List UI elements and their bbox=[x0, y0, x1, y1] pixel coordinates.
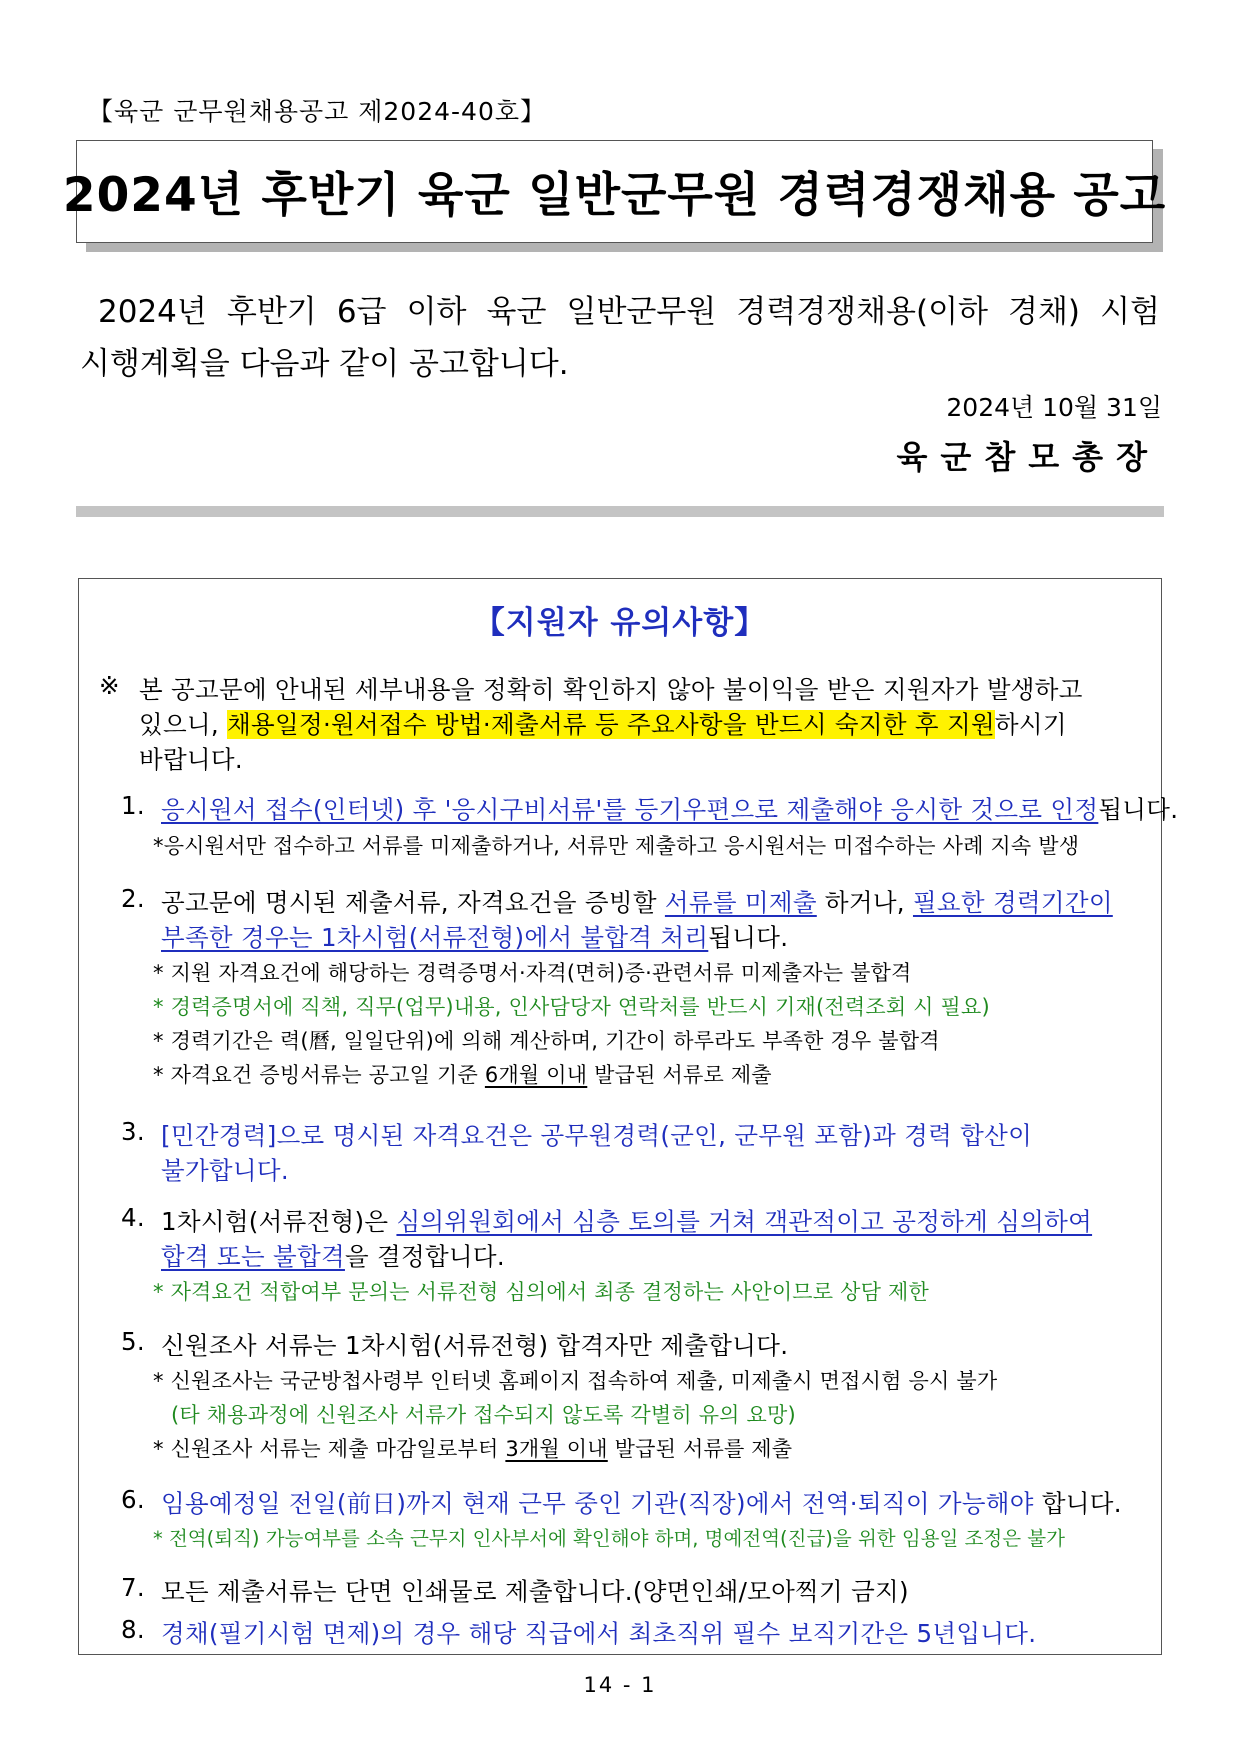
item-5-line: 신원조사 서류는 1차시험(서류전형) 합격자만 제출합니다. bbox=[161, 1331, 789, 1360]
item-3-line-1: [민간경력]으로 명시된 자격요건은 공무원경력(군인, 군무원 포함)과 경력 합산이 bbox=[161, 1121, 1033, 1150]
notice-date: 2024년 10월 31일 bbox=[946, 393, 1162, 422]
item-2-link-1[interactable]: 서류를 미제출 bbox=[664, 888, 817, 917]
note-underline: 3개월 이내 bbox=[505, 1437, 608, 1461]
item-2-note-4 bbox=[153, 1059, 772, 1089]
note-underline: 6개월 이내 bbox=[484, 1063, 588, 1087]
intro-line-2: 시행계획을 다음과 같이 공고합니다. bbox=[80, 346, 569, 382]
item-4-line-2 bbox=[161, 1238, 505, 1273]
item-number: 7. bbox=[121, 1573, 145, 1602]
item-2-link-3[interactable]: 부족한 경우는 1차시험(서류전형)에서 불합격 처리 bbox=[161, 923, 709, 952]
item-5-note-1: * 신원조사는 국군방첩사령부 인터넷 홈페이지 접속하여 제출, 미제출시 면접시험 응시 불가 bbox=[153, 1369, 998, 1393]
warning-line-1: 본 공고문에 안내된 세부내용을 정확히 확인하지 않아 불이익을 받은 지원자가 발생하고 bbox=[139, 675, 1083, 704]
item-1-line bbox=[161, 791, 1178, 826]
issuer: 육군참모총장 bbox=[896, 438, 1160, 476]
item-6-blue-text: 임용예정일 전일(前日)까지 현재 근무 중인 기관(직장)에서 전역·퇴직이 가능해야 bbox=[161, 1489, 1034, 1518]
item-2-line-1 bbox=[161, 884, 1113, 919]
divider bbox=[76, 506, 1164, 517]
item-number: 8. bbox=[121, 1615, 145, 1644]
item-1-link[interactable]: 응시원서 접수(인터넷) 후 '응시구비서류'를 등기우편으로 제출해야 응시한 것으로 인정 bbox=[161, 795, 1099, 824]
item-5-note-1b: (타 채용과정에 신원조사 서류가 접수되지 않도록 각별히 유의 요망) bbox=[171, 1403, 796, 1427]
item-number: 6. bbox=[121, 1485, 145, 1514]
item-number: 3. bbox=[121, 1117, 145, 1146]
item-6-note: * 전역(퇴직) 가능여부를 소속 근무지 인사부서에 확인해야 하며, 명예전역(진급)을 위한 임용일 조정은 불가 bbox=[153, 1527, 1065, 1550]
item-2-text: 하거나, bbox=[816, 888, 913, 917]
intro-line-1: 2024년 후반기 6급 이하 육군 일반군무원 경력경쟁채용(이하 경채) 시험 bbox=[98, 294, 1160, 330]
item-4-link-1[interactable]: 심의위원회에서 심층 토의를 거쳐 객관적이고 공정하게 심의하여 bbox=[396, 1207, 1093, 1236]
item-2-line-2 bbox=[161, 919, 788, 954]
item-8-line: 경채(필기시험 면제)의 경우 해당 직급에서 최초직위 필수 보직기간은 5년입니다. bbox=[161, 1619, 1037, 1648]
note-text: 발급된 서류로 제출 bbox=[587, 1063, 772, 1087]
item-1-rest: 됩니다. bbox=[1098, 795, 1179, 824]
warning-line-3: 바랍니다. bbox=[139, 745, 243, 774]
item-number: 2. bbox=[121, 884, 145, 913]
item-7-line: 모든 제출서류는 단면 인쇄물로 제출합니다.(양면인쇄/모아찍기 금지) bbox=[161, 1577, 909, 1606]
item-4-text: 1차시험(서류전형)은 bbox=[161, 1207, 397, 1236]
item-2-text: 됩니다. bbox=[708, 923, 789, 952]
item-number: 4. bbox=[121, 1203, 145, 1232]
item-6-rest: 합니다. bbox=[1033, 1489, 1122, 1518]
highlight-text: 채용일정·원서접수 방법·제출서류 등 주요사항을 반드시 숙지한 후 지원 bbox=[227, 710, 995, 739]
item-6-line bbox=[161, 1485, 1122, 1520]
notice-number: 【육군 군무원채용공고 제2024-40호】 bbox=[88, 97, 547, 126]
note-text: * 자격요건 증빙서류는 공고일 기준 bbox=[153, 1063, 485, 1087]
item-2-link-2[interactable]: 필요한 경력기간이 bbox=[912, 888, 1113, 917]
warning-line-2 bbox=[139, 706, 1067, 741]
note-text: 발급된 서류를 제출 bbox=[607, 1437, 793, 1461]
item-2-note-2: * 경력증명서에 직책, 직무(업무)내용, 인사담당자 연락처를 반드시 기재(전력조회 시 필요) bbox=[153, 995, 990, 1019]
item-2-note-3: * 경력기간은 력(曆, 일일단위)에 의해 계산하며, 기간이 하루라도 부족한 경우 불합격 bbox=[153, 1029, 940, 1053]
item-5-note-2 bbox=[153, 1433, 792, 1463]
item-4-note: * 자격요건 적합여부 문의는 서류전형 심의에서 최종 결정하는 사안이므로 상담 제한 bbox=[153, 1280, 929, 1304]
title-box bbox=[62, 140, 1167, 243]
notes-title: 【지원자 유의사항】 bbox=[473, 605, 767, 641]
notes-box bbox=[78, 578, 1179, 1655]
item-1-note: *응시원서만 접수하고 서류를 미제출하거나, 서류만 제출하고 응시원서는 미접수하는 사례 지속 발생 bbox=[153, 834, 1080, 858]
page-title: 2024년 후반기 육군 일반군무원 경력경쟁채용 공고 bbox=[62, 168, 1167, 223]
item-number: 5. bbox=[121, 1327, 145, 1356]
warning-text: 하시기 bbox=[994, 710, 1067, 739]
note-text: * 신원조사 서류는 제출 마감일로부터 bbox=[153, 1437, 506, 1461]
item-number: 1. bbox=[121, 791, 145, 820]
page-number: 14 - 1 bbox=[583, 1673, 657, 1697]
item-2-text: 공고문에 명시된 제출서류, 자격요건을 증빙할 bbox=[161, 888, 665, 917]
item-2-note-1: * 지원 자격요건에 해당하는 경력증명서·자격(면허)증·관련서류 미제출자는 불합격 bbox=[153, 961, 912, 985]
item-4-text: 을 결정합니다. bbox=[344, 1242, 505, 1271]
item-3-line-2: 불가합니다. bbox=[161, 1156, 289, 1185]
intro-paragraph bbox=[80, 286, 1160, 390]
item-4-link-2[interactable]: 합격 또는 불합격 bbox=[161, 1242, 345, 1271]
warning-mark: ※ bbox=[99, 671, 120, 700]
warning-text: 있으니, bbox=[139, 710, 228, 739]
item-4-line-1 bbox=[161, 1203, 1092, 1238]
